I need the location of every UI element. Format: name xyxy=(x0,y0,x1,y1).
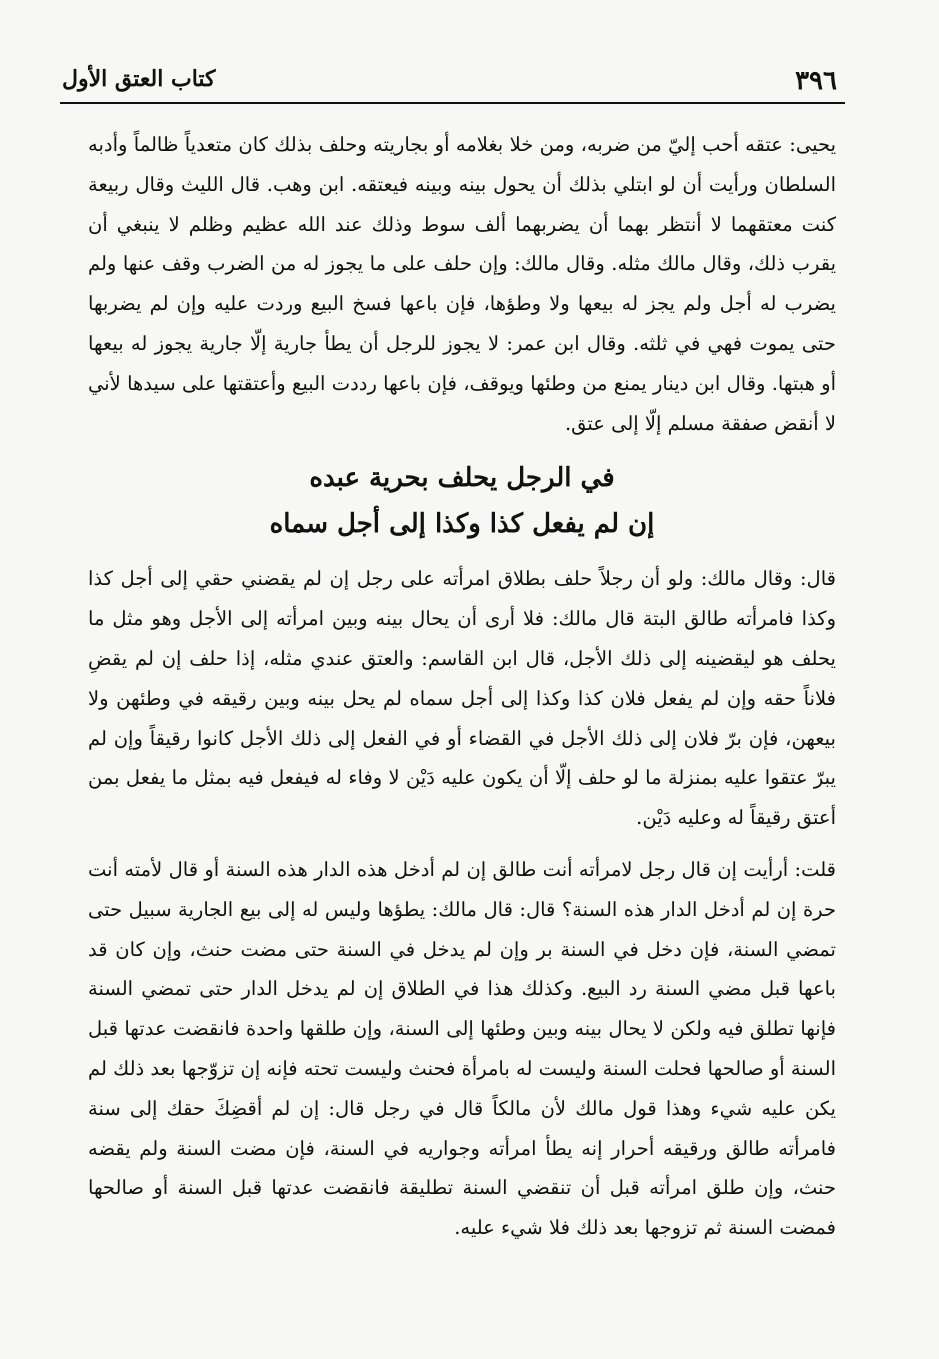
running-title: كتاب العتق الأول xyxy=(62,66,216,92)
paragraph-1: يحيى: عتقه أحب إليّ من ضربه، ومن خلا بغلامه أو بجاريته وحلف بذلك كان متعدياً ظالماً وأدبه السلطان ورأيت أن لو ابتلي بذلك أن يحول بينه وبينه فيعتقه. ابن وهب. قال الليث وقال ربيعة كنت معتقهما لا أنتظر بهما أن يضربهما ألف سوط وذلك عند الله عظيم وظلم لا ينبغي أن يقرب ذلك، وقال مالك مثله. وقال مالك: وإن حلف على ما يجوز له من الضرب وقف عنها ولم يضرب له أجل ولم يجز له بيعها ولا وطؤها، فإن باعها فسخ البيع وردت عليه وإن لم يضربها حتى يموت فهي في ثلثه. وقال ابن عمر: لا يجوز للرجل أن يطأ جارية إلّا جارية يجوز له بيعها أو هبتها. وقال ابن دينار يمنع من وطئها ويوقف، فإن باعها رددت البيع وأعتقتها على سيدها لأني لا أنقض صفقة مسلم إلّا إلى عتق. xyxy=(88,133,836,435)
section-heading xyxy=(88,455,836,547)
paragraph-3: قلت: أرأيت إن قال رجل لامرأته أنت طالق إن لم أدخل هذه الدار هذه السنة أو قال لأمته أنت حرة إن لم أدخل الدار هذه السنة؟ قال: قال مالك: يطؤها وليس له إلى بيع الجارية سبيل حتى تمضي السنة، فإن دخل في السنة بر وإن لم يدخل في السنة حتى مضت حنث، وإن كان قد باعها قبل مضي السنة رد البيع. وكذلك هذا في الطلاق إن لم يدخل الدار حتى تمضي السنة فإنها تطلق فيه ولكن لا يحال بينه وبين وطئها إلى السنة، وإن طلقها واحدة فانقضت عدتها قبل السنة أو صالحها فحلت السنة وليست له بامرأة فحنث وليست تحته فإنه إن تزوّجها بعد ذلك لم يكن عليه شيء وهذا قول مالك لأن مالكاً قال في رجل قال: إن لم أقضِكَ حقك إلى سنة فامرأته طالق ورقيقه أحرار إنه يطأ امرأته وجواريه في السنة، فإن مضت السنة ولم يقضه حنث، وإن طلق امرأته قبل أن تنقضي السنة تطليقة فانقضت عدتها قبل السنة أو صالحها فمضت السنة ثم تزوجها بعد ذلك فلا شيء عليه. xyxy=(88,857,836,1240)
heading-line-2: إن لم يفعل كذا وكذا إلى أجل سماه xyxy=(269,509,655,540)
paragraph-2: قال: وقال مالك: ولو أن رجلاً حلف بطلاق امرأته على رجل إن لم يقضني حقي إلى أجل كذا وكذا فامرأته طالق البتة قال مالك: فلا أرى أن يحال بينه وبين امرأته إلى الأجل وهو مثل ما يحلف هو ليقضينه إلى ذلك الأجل، قال ابن القاسم: والعتق عندي مثله، إذا حلف إن لم يقضِ فلاناً حقه وإن لم يفعل فلان كذا وكذا إلى أجل سماه لم يحل بينه وبين رقيقه في وطئهن ولا بيعهن، فإن برّ فلان إلى ذلك الأجل في القضاء أو في الفعل إلى ذلك الأجل كانوا رقيقاً وإن لم يبرّ عتقوا عليه بمنزلة ما لو حلف إلّا أن يكون عليه دَيْن لا وفاء له فيفعل فيه بمثل ما يفعل بمن أعتق رقيقاً له وعليه دَيْن. xyxy=(88,567,836,830)
page-number: ٣٩٦ xyxy=(795,66,837,96)
page-header xyxy=(60,62,845,104)
heading-line-1: في الرجل يحلف بحرية عبده xyxy=(309,463,615,494)
page-body xyxy=(88,125,836,1260)
